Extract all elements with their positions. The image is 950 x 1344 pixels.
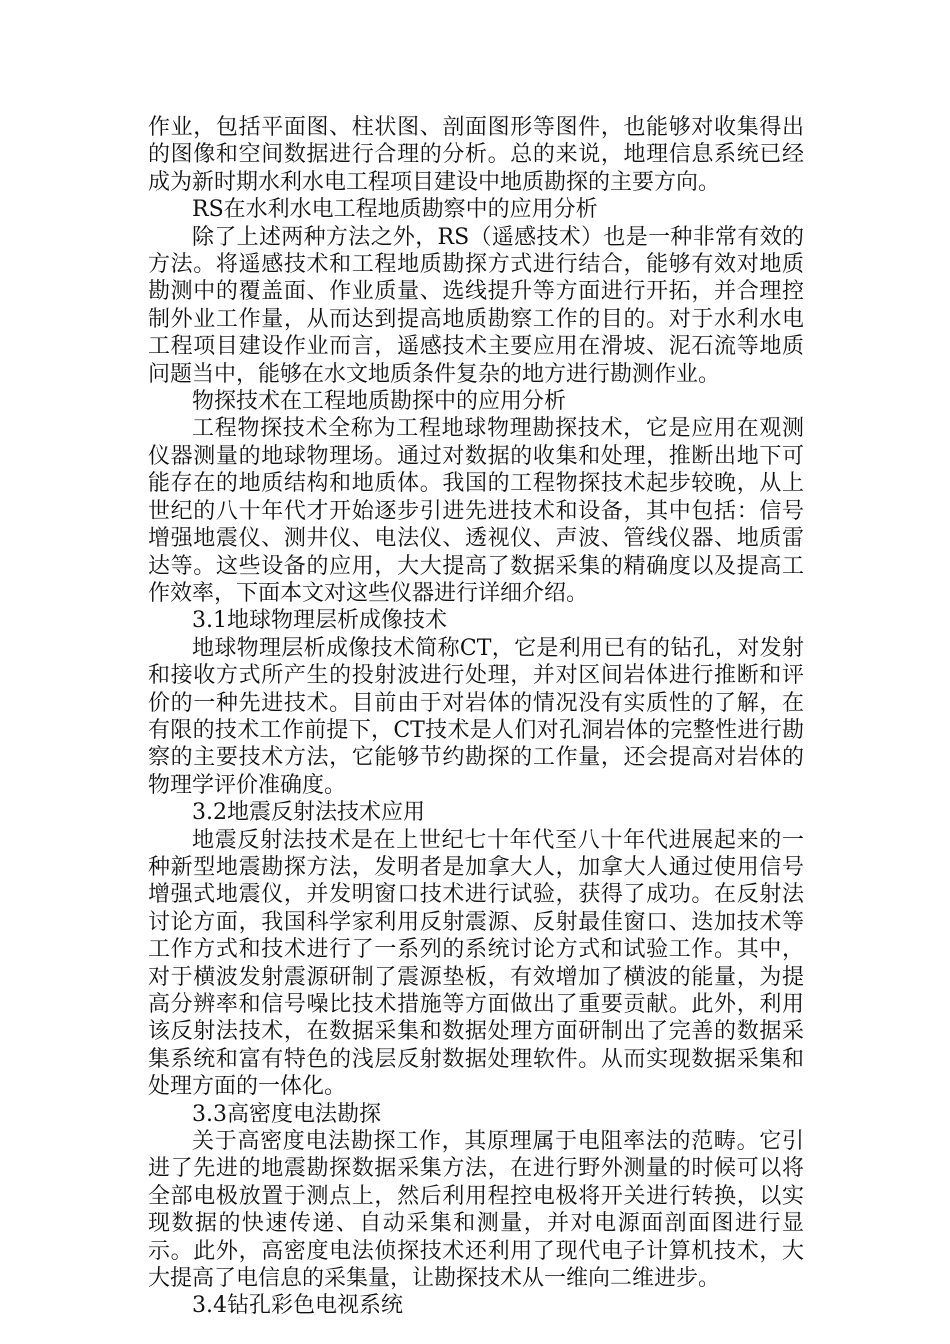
section-heading-geophysics: 物探技术在工程地质勘探中的应用分析	[192, 389, 567, 415]
section-heading-3-3: 3.3高密度电法勘探	[192, 1101, 381, 1127]
paragraph-intro: 作业，包括平面图、柱状图、剖面图形等图件，也能够对收集得出的图像和空间数据进行合理的分析。总的来说，地理信息系统已经成为新时期水利水电工程项目建设中地质勘探的主要方向。	[148, 115, 804, 195]
paragraph-rs: 除了上述两种方法之外，RS（遥感技术）也是一种非常有效的方法。将遥感技术和工程地质勘探方式进行结合，能够有效对地质勘测中的覆盖面、作业质量、选线提升等方面进行开拓，并合理控制外业工作量，从而达到提高地质勘察工作的目的。对于水利水电工程项目建设作业而言，遥感技术主要应用在滑坡、泥石流等地质问题当中，能够在水文地质条件复杂的地方进行勘测作业。	[148, 224, 804, 387]
document-page	[148, 114, 804, 1320]
section-heading-3-2: 3.2地震反射法技术应用	[192, 800, 425, 826]
paragraph-3-3: 关于高密度电法勘探工作，其原理属于电阻率法的范畴。它引进了先进的地震勘探数据采集方法，在进行野外测量的时候可以将全部电极放置于测点上，然后利用程控电极将开关进行转换，以实现数据的快速传递、自动采集和测量，并对电源面剖面图进行显示。此外，高密度电法侦探技术还利用了现代电子计算机技术，大大提高了电信息的采集量，让勘探技术从一维向二维进步。	[148, 1129, 804, 1292]
paragraph-geophysics: 工程物探技术全称为工程地球物理勘探技术，它是应用在观测仪器测量的地球物理场。通过对数据的收集和处理，推断出地下可能存在的地质结构和地质体。我国的工程物探技术起步较晚，从上世纪的八十年代才开始逐步引进先进技术和设备，其中包括：信号增强地震仪、测井仪、电法仪、透视仪、声波、管线仪器、地质雷达等。这些设备的应用，大大提高了数据采集的精确度以及提高工作效率，下面本文对这些仪器进行详细介绍。	[148, 416, 804, 606]
paragraph-3-1: 地球物理层析成像技术简称CT，它是利用已有的钻孔，对发射和接收方式所产生的投射波进行处理，并对区间岩体进行推断和评价的一种先进技术。目前由于对岩体的情况没有实质性的了解，在有限的技术工作前提下，CT技术是人们对孔洞岩体的完整性进行勘察的主要技术方法，它能够节约勘探的工作量，还会提高对岩体的物理学评价准确度。	[148, 635, 804, 798]
section-heading-3-4: 3.4钻孔彩色电视系统	[192, 1293, 403, 1319]
paragraph-3-2: 地震反射法技术是在上世纪七十年代至八十年代进展起来的一种新型地震勘探方法，发明者是加拿大人，加拿大人通过使用信号增强式地震仪，并发明窗口技术进行试验，获得了成功。在反射法讨论方面，我国科学家利用反射震源、反射最佳窗口、迭加技术等工作方式和技术进行了一系列的系统讨论方式和试验工作。其中，对于横波发射震源研制了震源垫板，有效增加了横波的能量，为提高分辨率和信号噪比技术措施等方面做出了重要贡献。此外，利用该反射法技术，在数据采集和数据处理方面研制出了完善的数据采集系统和富有特色的浅层反射数据处理软件。从而实现数据采集和处理方面的一体化。	[148, 827, 804, 1100]
section-heading-rs: RS在水利水电工程地质勘察中的应用分析	[192, 197, 598, 223]
section-heading-3-1: 3.1地球物理层析成像技术	[192, 608, 447, 634]
